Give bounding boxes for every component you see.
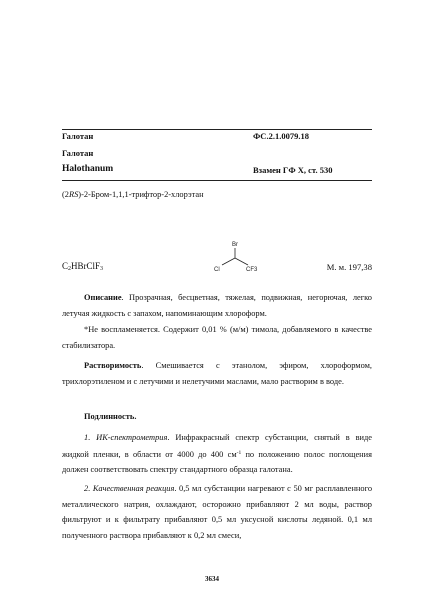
iupac-name: (2RS)-2-Бром-1,1,1-трифтор-2-хлорэтан (62, 190, 204, 199)
monograph-title-ru-secondary: Галотан (62, 148, 94, 158)
qualitative-reaction-paragraph: 2. Качественная реакция. 0,5 мл субстанции нагревают с 50 мг расплавленного металлического натрия, охлаждают, осторожно прибавляют 2 мл воды, раствор фильтруют и к фильтрату прибавляют 0,5 мл уксусной кислоты ледяной. 0,1 мл полученного раствора прибавляют к 0,2 мл смеси, (62, 484, 373, 540)
molecular-mass: М. м. 197,38 (326, 262, 372, 272)
authenticity-heading: Подлинность. (84, 412, 137, 421)
description-paragraph: Описание. Прозрачная, бесцветная, тяжелая, подвижная, негорючая, легко летучая жидкость с запахом, напоминающим хлороформ. (62, 293, 372, 318)
monograph-title-ru: Галотан (62, 131, 94, 141)
monograph-code: ФС.2.1.0079.18 (253, 131, 309, 141)
flammability-paragraph: *Не воспламеняется. Содержит 0,01 % (м/м) тимола, добавляемого в качестве стабилизатора. (62, 325, 372, 350)
header-bottom-rule (62, 180, 372, 181)
structural-formula (205, 236, 265, 282)
ir-spectrometry-paragraph: 1. ИК-спектрометрия. Инфракрасный спектр субстанции, снятый в виде жидкой пленки, в области от 4000 до 400 $см^{-1}$ по положению полос поглощения должен соответствовать спектру стандартного образца галотана. (62, 433, 372, 475)
top-rule (62, 129, 372, 130)
molecular-formula: C2HBrClF3 (62, 261, 104, 272)
structure-cl-label: Cl (214, 267, 220, 273)
monograph-title-latin: Halothanum (62, 164, 114, 174)
structure-cf3-label: CF3 (246, 267, 258, 273)
replaces-note: Взамен ГФ X, ст. 530 (253, 165, 333, 175)
structure-br-label: Br (232, 242, 238, 248)
solubility-paragraph: Растворимость. Смешивается с этанолом, эфиром, хлороформом, трихлорэтиленом и с летучими и нелетучими маслами, мало растворим в воде. (62, 361, 372, 386)
page-number: 3634 (205, 575, 219, 583)
